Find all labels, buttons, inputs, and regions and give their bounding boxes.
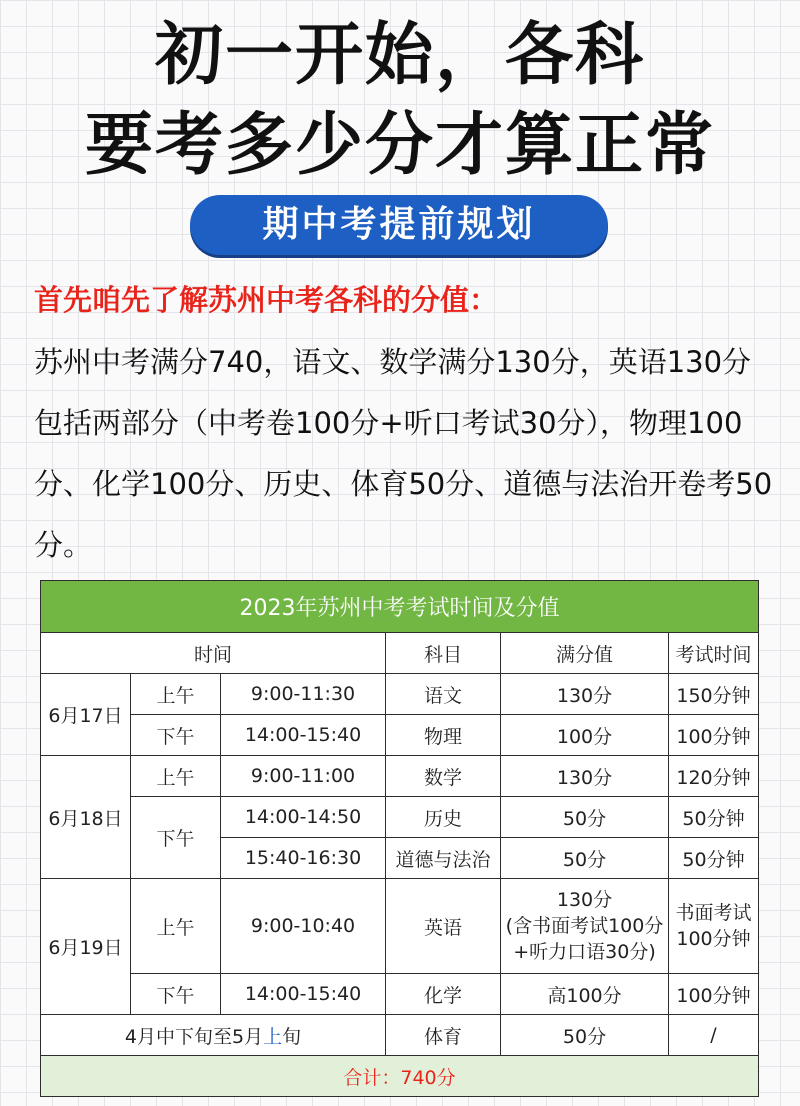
duration-cell: 100分钟 [669, 715, 759, 756]
subject-cell: 体育 [386, 1015, 501, 1056]
subject-cell: 历史 [386, 797, 501, 838]
table-row [41, 674, 759, 715]
time-cell: 9:00-11:00 [221, 756, 386, 797]
score-cell: 130分 [501, 674, 669, 715]
duration-cell: / [669, 1015, 759, 1056]
subject-cell: 化学 [386, 974, 501, 1015]
time-cell: 14:00-14:50 [221, 797, 386, 838]
score-cell: 50分 [501, 838, 669, 879]
score-line: 130分 [556, 889, 613, 911]
header-duration: 考试时间 [669, 633, 759, 674]
subject-cell: 物理 [386, 715, 501, 756]
time-cell: 9:00-10:40 [221, 879, 386, 974]
duration-cell: 150分钟 [669, 674, 759, 715]
score-cell: 50分 [501, 797, 669, 838]
pe-time-suffix: 旬 [282, 1025, 302, 1048]
period-cell: 下午 [131, 715, 221, 756]
main-title-line1: 初一开始，各科 [154, 16, 645, 95]
period-cell: 上午 [131, 879, 221, 974]
header-full-score: 满分值 [501, 633, 669, 674]
subject-cell: 数学 [386, 756, 501, 797]
duration-cell: 50分钟 [669, 797, 759, 838]
subtitle-pill: 期中考提前规划 [190, 195, 608, 255]
period-cell: 下午 [131, 797, 221, 879]
score-cell: 100分 [501, 715, 669, 756]
period-cell: 上午 [131, 674, 221, 715]
pe-time-highlight: 上 [263, 1025, 283, 1048]
duration-line: 100分钟 [676, 928, 751, 950]
period-cell: 下午 [131, 974, 221, 1015]
duration-cell: 100分钟 [669, 974, 759, 1015]
score-cell: 50分 [501, 1015, 669, 1056]
subject-cell: 英语 [386, 879, 501, 974]
subject-cell: 道德与法治 [386, 838, 501, 879]
subject-cell: 语文 [386, 674, 501, 715]
duration-cell: 50分钟 [669, 838, 759, 879]
table-row [41, 756, 759, 797]
duration-cell: 120分钟 [669, 756, 759, 797]
table-caption: 2023年苏州中考考试时间及分值 [41, 581, 759, 633]
total-cell: 合计：740分 [41, 1056, 759, 1097]
header-subject: 科目 [386, 633, 501, 674]
score-cell: 高100分 [501, 974, 669, 1015]
table-row [41, 1015, 759, 1056]
time-cell: 14:00-15:40 [221, 974, 386, 1015]
pe-time-cell [41, 1015, 386, 1056]
table-row [41, 974, 759, 1015]
intro-paragraph: 苏州中考满分740，语文、数学满分130分，英语130分包括两部分（中考卷100分+听口考试30分），物理100分、化学100分、历史、体育50分、道德与法治开卷考50分。 [34, 345, 773, 562]
date-cell: 6月18日 [41, 756, 131, 879]
period-cell: 上午 [131, 756, 221, 797]
time-cell: 9:00-11:30 [221, 674, 386, 715]
duration-cell [669, 879, 759, 974]
score-cell [501, 879, 669, 974]
table-row [41, 715, 759, 756]
table-row [41, 797, 759, 838]
date-cell: 6月19日 [41, 879, 131, 1015]
duration-line: 书面考试 [675, 902, 752, 924]
score-line: +听力口语30分) [513, 941, 656, 963]
time-cell: 15:40-16:30 [221, 838, 386, 879]
score-line: (含书面考试100分 [505, 915, 664, 937]
table-row [41, 879, 759, 974]
score-cell: 130分 [501, 756, 669, 797]
pe-time-prefix: 4月中下旬至5月 [124, 1025, 264, 1048]
date-cell: 6月17日 [41, 674, 131, 756]
main-title-line2: 要考多少分才算正常 [84, 106, 715, 185]
section-heading: 首先咱先了解苏州中考各科的分值： [34, 283, 499, 317]
time-cell: 14:00-15:40 [221, 715, 386, 756]
header-time: 时间 [41, 633, 386, 674]
exam-schedule-table [40, 580, 759, 1097]
